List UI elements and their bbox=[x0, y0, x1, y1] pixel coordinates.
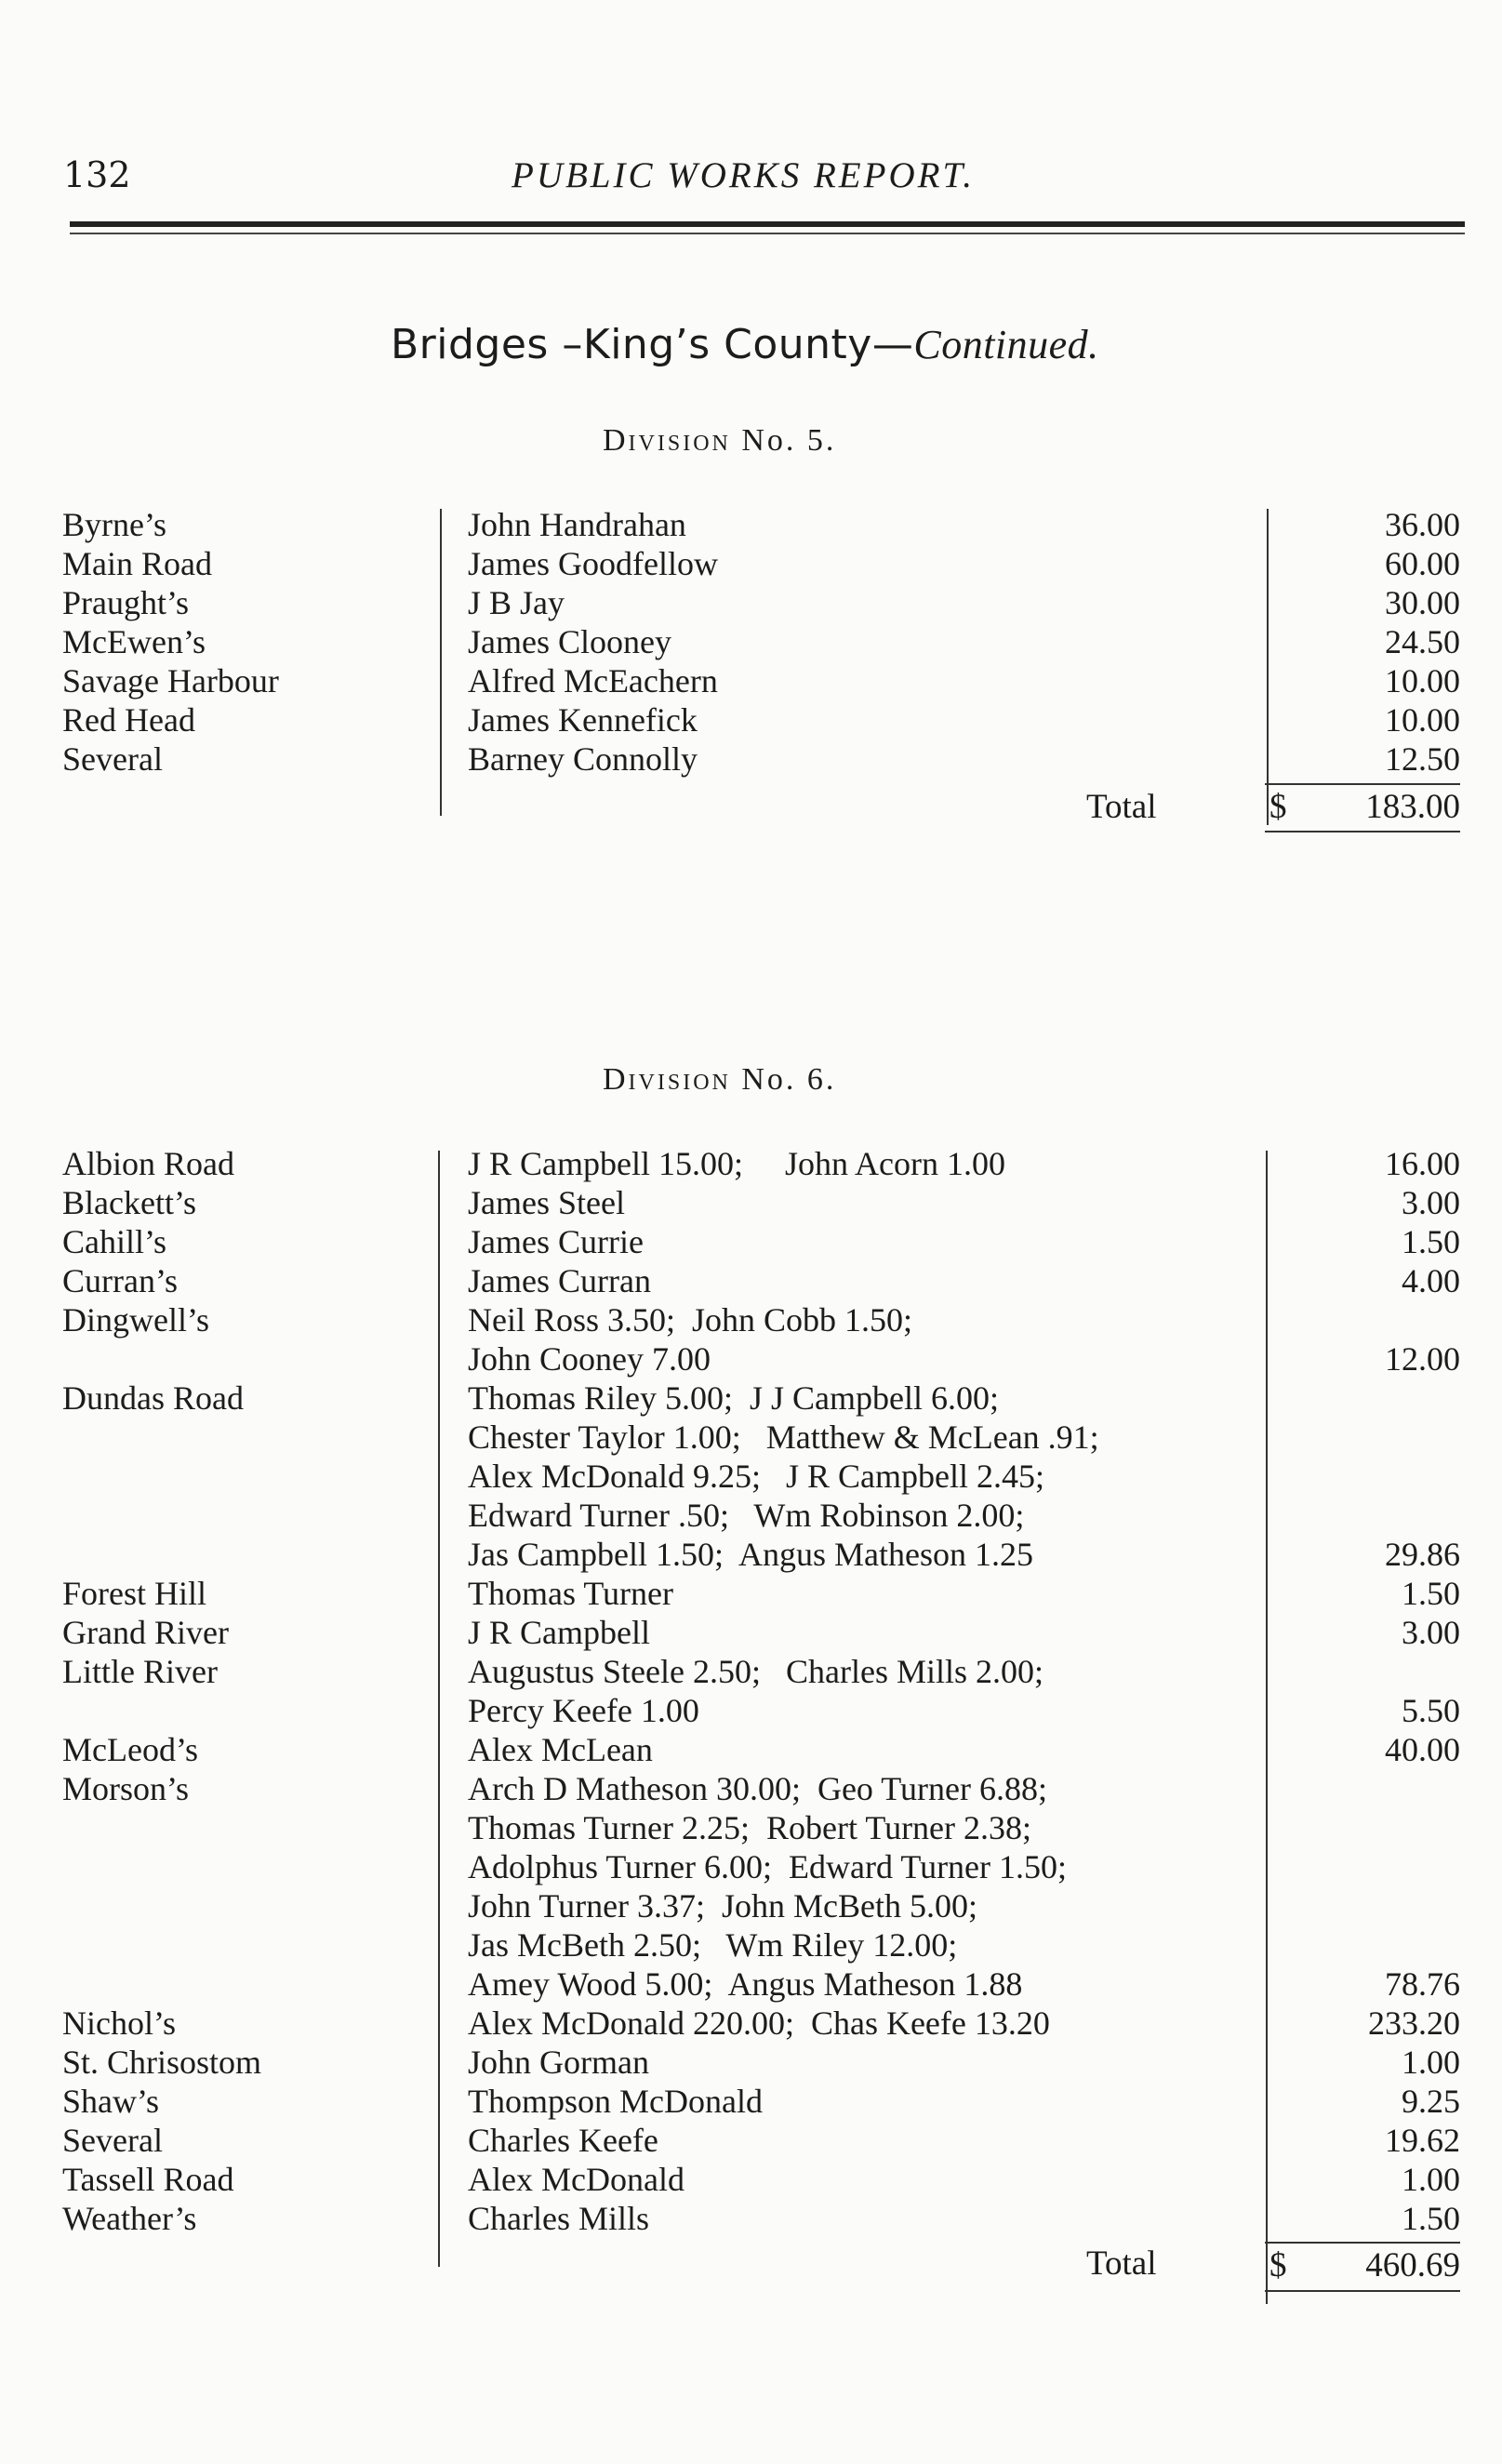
amount-cell: 12.00 bbox=[1385, 1340, 1460, 1378]
division-6-total: 460.69 bbox=[1365, 2246, 1460, 2284]
place-cell: Little River bbox=[62, 1653, 218, 1690]
running-title: PUBLIC WORKS REPORT. bbox=[512, 155, 975, 195]
division-6-heading-word: Division bbox=[603, 1062, 731, 1097]
amount-cell: 36.00 bbox=[1385, 506, 1460, 543]
payee-cell: Alex McLean bbox=[468, 1731, 653, 1768]
amount-cell: 1.50 bbox=[1402, 1575, 1460, 1612]
amount-cell bbox=[1274, 1925, 1460, 1965]
payee-cell: John Gorman bbox=[468, 2044, 649, 2081]
payee-cell: Alex McDonald 9.25; J R Campbell 2.45; bbox=[468, 1458, 1044, 1495]
place-cell bbox=[62, 1965, 261, 2004]
place-cell: Nichol’s bbox=[62, 2004, 176, 2042]
place-cell bbox=[62, 1691, 261, 1730]
place-cell bbox=[62, 1808, 261, 1847]
section-title-main: Bridges –King’s County— bbox=[391, 321, 914, 368]
payee-cell: Percy Keefe 1.00 bbox=[468, 1692, 699, 1729]
division-6-total-label: Total bbox=[1086, 2244, 1157, 2283]
place-cell bbox=[62, 1339, 261, 1379]
place-cell: Shaw’s bbox=[62, 2083, 160, 2120]
place-cell: Curran’s bbox=[62, 1262, 178, 1299]
payee-cell: Alex McDonald 220.00; Chas Keefe 13.20 bbox=[468, 2004, 1050, 2042]
place-cell: Several bbox=[62, 2122, 163, 2159]
column-divider bbox=[1266, 1151, 1268, 2304]
payee-cell: Thompson McDonald bbox=[468, 2083, 763, 2120]
column-divider bbox=[438, 1151, 440, 2267]
amount-cell bbox=[1274, 1418, 1460, 1457]
amount-cell bbox=[1274, 1769, 1460, 1808]
payee-cell: Thomas Turner 2.25; Robert Turner 2.38; bbox=[468, 1809, 1032, 1846]
column-divider bbox=[1267, 509, 1269, 825]
amount-cell: 5.50 bbox=[1402, 1692, 1460, 1729]
amount-cell: 9.25 bbox=[1402, 2083, 1460, 2120]
place-cell: Dundas Road bbox=[62, 1379, 244, 1417]
total-rule bbox=[1265, 783, 1460, 785]
place-cell: St. Chrisostom bbox=[62, 2044, 262, 2081]
total-rule bbox=[1265, 2290, 1460, 2292]
place-cell: Savage Harbour bbox=[62, 662, 279, 699]
amount-cell: 19.62 bbox=[1385, 2122, 1460, 2159]
amount-cell: 1.50 bbox=[1402, 2200, 1460, 2237]
division-5-heading-number: No. 5. bbox=[741, 423, 837, 458]
amount-cell: 1.00 bbox=[1402, 2161, 1460, 2198]
column-divider bbox=[440, 509, 442, 816]
amount-cell: 233.20 bbox=[1368, 2004, 1460, 2042]
division-6-currency: $ bbox=[1269, 2246, 1287, 2284]
header-rule-thin bbox=[70, 233, 1465, 234]
place-cell bbox=[62, 1457, 261, 1496]
payee-cell: Arch D Matheson 30.00; Geo Turner 6.88; bbox=[468, 1770, 1047, 1807]
place-cell: Main Road bbox=[62, 545, 212, 582]
payee-cell: Amey Wood 5.00; Angus Matheson 1.88 bbox=[468, 1965, 1023, 2003]
amount-cell: 1.50 bbox=[1402, 1223, 1460, 1260]
place-cell bbox=[62, 1847, 261, 1886]
payee-cell: James Goodfellow bbox=[468, 545, 718, 582]
division-6-heading-number: No. 6. bbox=[741, 1062, 837, 1097]
amount-cell: 12.50 bbox=[1385, 740, 1460, 778]
division-5-total-label: Total bbox=[1086, 788, 1157, 826]
place-cell bbox=[62, 1418, 261, 1457]
amount-cell: 10.00 bbox=[1385, 701, 1460, 739]
payee-cell: Edward Turner .50; Wm Robinson 2.00; bbox=[468, 1497, 1025, 1534]
amount-cell: 1.00 bbox=[1402, 2044, 1460, 2081]
payee-cell: Charles Mills bbox=[468, 2200, 649, 2237]
place-cell bbox=[62, 1925, 261, 1965]
payee-cell: James Currie bbox=[468, 1223, 644, 1260]
payee-cell: Thomas Turner bbox=[468, 1575, 674, 1612]
place-cell: Byrne’s bbox=[62, 506, 166, 543]
place-cell: Tassell Road bbox=[62, 2161, 234, 2198]
division-5-total: 183.00 bbox=[1365, 788, 1460, 826]
amount-cell: 40.00 bbox=[1385, 1731, 1460, 1768]
division-5-amounts bbox=[1274, 505, 1460, 779]
payee-cell: Thomas Riley 5.00; J J Campbell 6.00; bbox=[468, 1379, 999, 1417]
payee-cell: Augustus Steele 2.50; Charles Mills 2.00; bbox=[468, 1653, 1043, 1690]
division-5-heading-word: Division bbox=[603, 423, 731, 458]
place-cell: Praught’s bbox=[62, 584, 190, 621]
amount-cell: 4.00 bbox=[1402, 1262, 1460, 1299]
payee-cell: Barney Connolly bbox=[468, 740, 698, 778]
place-cell: Blackett’s bbox=[62, 1184, 196, 1221]
section-title-continued: Continued. bbox=[913, 322, 1099, 367]
place-cell: Dingwell’s bbox=[62, 1301, 209, 1339]
amount-cell bbox=[1274, 1808, 1460, 1847]
place-cell: Weather’s bbox=[62, 2200, 197, 2237]
amount-cell: 30.00 bbox=[1385, 584, 1460, 621]
payee-cell: J R Campbell bbox=[468, 1614, 650, 1651]
amount-cell bbox=[1274, 1379, 1460, 1418]
total-rule bbox=[1265, 2242, 1460, 2244]
place-cell: McEwen’s bbox=[62, 623, 206, 660]
division-6-payees bbox=[468, 1144, 1099, 2238]
amount-cell bbox=[1274, 1847, 1460, 1886]
payee-cell: Charles Keefe bbox=[468, 2122, 658, 2159]
payee-cell: J R Campbell 15.00; John Acorn 1.00 bbox=[468, 1145, 1005, 1182]
division-5-payees bbox=[468, 505, 718, 779]
place-cell: McLeod’s bbox=[62, 1731, 198, 1768]
amount-cell: 29.86 bbox=[1385, 1536, 1460, 1573]
amount-cell bbox=[1274, 1886, 1460, 1925]
payee-cell: Alex McDonald bbox=[468, 2161, 685, 2198]
amount-cell: 10.00 bbox=[1385, 662, 1460, 699]
payee-cell: James Clooney bbox=[468, 623, 671, 660]
division-5-places bbox=[62, 505, 279, 779]
place-cell: Red Head bbox=[62, 701, 195, 739]
payee-cell: John Cooney 7.00 bbox=[468, 1340, 711, 1378]
amount-cell bbox=[1274, 1457, 1460, 1496]
payee-cell: James Steel bbox=[468, 1184, 625, 1221]
payee-cell: Alfred McEachern bbox=[468, 662, 718, 699]
amount-cell: 16.00 bbox=[1385, 1145, 1460, 1182]
place-cell: Cahill’s bbox=[62, 1223, 167, 1260]
page-number: 132 bbox=[63, 154, 131, 195]
division-6-places bbox=[62, 1144, 261, 2238]
amount-cell bbox=[1274, 1652, 1460, 1691]
amount-cell: 3.00 bbox=[1402, 1184, 1460, 1221]
amount-cell bbox=[1274, 1300, 1460, 1339]
amount-cell: 24.50 bbox=[1385, 623, 1460, 660]
payee-cell: J B Jay bbox=[468, 584, 565, 621]
place-cell bbox=[62, 1535, 261, 1574]
header-rule bbox=[70, 221, 1465, 227]
place-cell bbox=[62, 1886, 261, 1925]
amount-cell bbox=[1274, 1496, 1460, 1535]
amount-cell: 78.76 bbox=[1385, 1965, 1460, 2003]
payee-cell: Adolphus Turner 6.00; Edward Turner 1.50; bbox=[468, 1848, 1068, 1885]
place-cell: Forest Hill bbox=[62, 1575, 207, 1612]
payee-cell: John Handrahan bbox=[468, 506, 686, 543]
place-cell bbox=[62, 1496, 261, 1535]
payee-cell: Jas Campbell 1.50; Angus Matheson 1.25 bbox=[468, 1536, 1033, 1573]
place-cell: Several bbox=[62, 740, 163, 778]
place-cell: Grand River bbox=[62, 1614, 229, 1651]
place-cell: Albion Road bbox=[62, 1145, 234, 1182]
payee-cell: Jas McBeth 2.50; Wm Riley 12.00; bbox=[468, 1926, 958, 1964]
payee-cell: Chester Taylor 1.00; Matthew & McLean .91; bbox=[468, 1418, 1099, 1456]
section-title bbox=[391, 321, 1099, 368]
division-5-currency: $ bbox=[1269, 788, 1287, 826]
amount-cell: 3.00 bbox=[1402, 1614, 1460, 1651]
division-6-amounts bbox=[1274, 1144, 1460, 2238]
payee-cell: John Turner 3.37; John McBeth 5.00; bbox=[468, 1887, 978, 1925]
place-cell: Morson’s bbox=[62, 1770, 190, 1807]
payee-cell: James Kennefick bbox=[468, 701, 698, 739]
payee-cell: James Curran bbox=[468, 1262, 651, 1299]
payee-cell: Neil Ross 3.50; John Cobb 1.50; bbox=[468, 1301, 913, 1339]
division-5-heading bbox=[603, 423, 836, 459]
amount-cell: 60.00 bbox=[1385, 545, 1460, 582]
division-6-heading bbox=[603, 1062, 836, 1098]
total-rule bbox=[1265, 831, 1460, 832]
